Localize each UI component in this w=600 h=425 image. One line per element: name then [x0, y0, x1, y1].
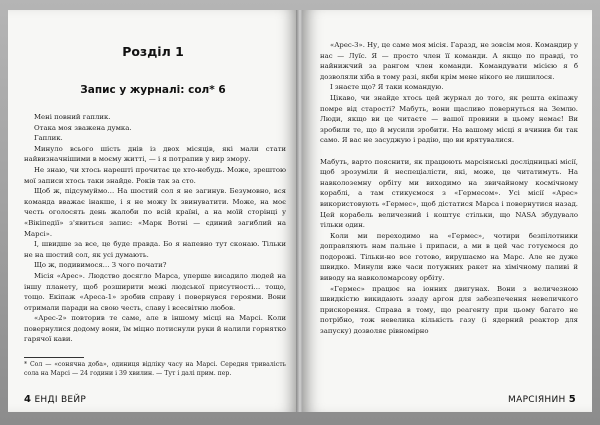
right-page: [302, 10, 592, 412]
left-body-text: [24, 112, 286, 345]
left-page-number: 4: [24, 394, 32, 405]
log-entry-title: Запис у журналі: сол* 6: [80, 84, 226, 96]
footnote: [24, 357, 286, 378]
footnote-rule: [24, 357, 84, 358]
paragraph: «Арес-2» повторив те саме, але в іншому місці на Марсі. Коли повернулися додому вони, їм міцно потиснули руки й налили горнятко гарячої кави.: [24, 314, 286, 344]
left-footer: [24, 394, 86, 405]
paragraph: «Арес-3». Ну, це саме моя місія. Гаразд, не зовсім моя. Командир у нас — Луїс. Я — просто член її команди. А якщо по правді, то найнижчий за рангом член команди. Командувати місією я б дозволяли хіба в тому разі, якби крім мене нікого не лишилося.: [320, 41, 578, 81]
paragraph: І знаєте що? Я таки командую.: [330, 83, 444, 92]
paragraph: Щоб ж, підсумуймо… На шостий сол я не загинув. Безумовно, вся команда вважає інакше, і я не можу їх звинуватити. Може, на моє честь оголосять день жалоби по всій країні, а на моїй сторінці у «Вікіпедії» з'явиться запис: «Марк Вотні — єдиний загиблий на Марсі».: [24, 187, 286, 238]
paragraph: Місія «Арес». Людство досягло Марса, уперше висадило людей на іншу планету, щоб розширити межі людської присутності… тощо, тощо. Екіпаж «Ареса-1» зробив справу і повернувся героями. Вони отримали паради на свою честь, славу і всесвітню любов.: [24, 271, 286, 312]
footnote-text: * Сол — «сонячна доба», одиниця відліку часу на Марсі. Середня тривалість сола на Марсі — 24 години і 39 хвилин. — Тут і далі прим. пер.: [24, 361, 286, 377]
running-title: МАРСІЯНИН: [508, 395, 566, 405]
paragraph: І, швидше за все, це буде правда. Бо я напевно тут сконаю. Тільки не на шостий сол, як усі думають.: [24, 240, 286, 259]
left-page: [8, 10, 298, 412]
paragraph: Отака моя зважена думка.: [34, 123, 132, 132]
paragraph: Гаплик.: [34, 134, 63, 143]
paragraph: Не знаю, чи хтось нарешті прочитає це хто-небудь. Може, зрештою мої записи хтось таки знайде. Років так за сто.: [24, 165, 286, 185]
paragraph: Цікаво, чи знайде хтось цей журнал до того, як решта екіпажу помре від старості? Мабуть, вони щасливо повернуться на Землю. Люди, якщо ви це читаєте — вашої провини в цьому немає! Ви зробили те, що й мусили зробити. На вашому місці я вчинив би так само. Я вас не засуджую і радію, що ви врятувалися.: [320, 93, 578, 145]
paragraph: Минуло всього шість днів із двох місяців, які мали стати найвизначнішими в моєму житті, — і я потрапив у вир змору.: [24, 144, 286, 164]
paragraph: Мені повний гаплик.: [34, 113, 111, 121]
paragraph: Коли ми переходимо на «Гермес», чотири безпілотники доправляють нам пальне і припаси, а ми в цей час готуємося до подорожі. Тільки-но все готово, вирушаємо на Марс. Але не дуже швидко. Минули вже часи потужних ракет на хімічному паливі й виводу на навколомарсову орбіту.: [320, 231, 578, 283]
right-body-text: [320, 40, 578, 337]
paragraph: Мабуть, варто пояснити, як працюють марсіянські дослідницькі місії, щоб зрозуміли й неспеціалісти, які, може, це читатимуть. На навколоземну орбіту ми виходимо на звичайному космічному кораблі, а там стикуємося з «Гермесом». Усі місії «Арес» використовують «Гермес», щоб дістатися Марса і повернутися назад. Цей корабель величезний і коштує стільки, що NASA збудувало тільки один.: [320, 157, 578, 230]
right-page-number: 5: [568, 394, 576, 405]
paragraph: Що ж, подивимося… З чого почати?: [34, 261, 167, 270]
paragraph: «Гермес» працює на іонних двигунах. Вони з величезною швидкістю викидають ззаду аргон для забезпечення невеличкого прискорення. Справа в тому, що реагенту при цьому багато не потрібно, тож невелика кількість газу (і ядерний реактор для запуску) дозволяє рівномірно: [320, 284, 578, 336]
right-footer: [508, 394, 576, 405]
author-name: ЕНДІ ВЕЙР: [34, 395, 87, 405]
chapter-title: Розділ 1: [122, 44, 184, 59]
